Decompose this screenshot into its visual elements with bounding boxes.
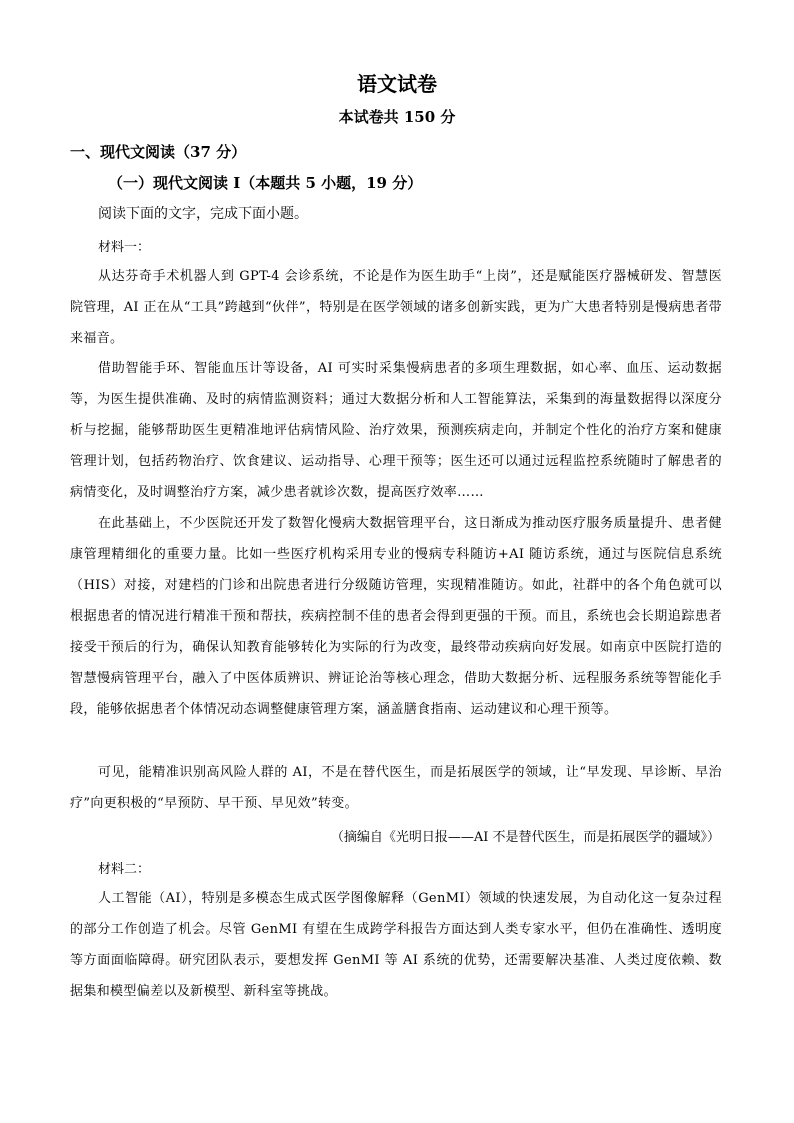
section-heading: 一、现代文阅读（37 分）: [70, 143, 247, 161]
material-one-paragraph: 借助智能手环、智能血压计等设备，AI 可实时采集慢病患者的多项生理数据，如心率、血压、运动数据等，为医生提供准确、及时的病情监测资料；通过大数据分析和人工智能算法，采集到的海量数据得以深度分析与挖掘，能够帮助医生更精准地评估病情风险、治疗效果，预测疾病走向，并制定个性化的治疗方案和健康管理计划，包括药物治疗、饮食建议、运动指导、心理干预等；医生还可以通过远程监控系统随时了解患者的病情变化，及时调整治疗方案，减少患者就诊次数，提高医疗效率……: [70, 361, 722, 500]
material-one-paragraph: 可见，能精准识别高风险人群的 AI，不是在替代医生，而是拓展医学的领域，让“早发现、早诊断、早治疗”向更积极的“早预防、早干预、早见效”转变。: [70, 765, 722, 811]
exam-score-note: 本试卷共 150 分: [338, 108, 456, 126]
material-one-citation: （摘编自《光明日报——AI 不是替代医生，而是拓展医学的疆域》）: [330, 830, 720, 845]
subsection-heading: （一）现代文阅读 I（本题共 5 小题，19 分）: [108, 174, 423, 192]
material-two-label: 材料二：: [98, 862, 151, 877]
material-one-paragraph: 从达芬奇手术机器人到 GPT-4 会诊系统，不论是作为医生助手“上岗”，还是赋能医疗器械研发、智慧医院管理，AI 正在从“工具”跨越到“伙伴”，特别是在医学领域的诸多创新实践，更为广大患者特别是慢病患者带来福音。: [70, 269, 722, 346]
material-two-paragraph: 人工智能（AI），特别是多模态生成式医学图像解释（GenMI）领域的快速发展，为自动化这一复杂过程的部分工作创造了机会。尽管 GenMI 有望在生成跨学科报告方面达到人类专家水平，但仍在准确性、透明度等方面面临障碍。研究团队表示，要想发挥 GenMI 等 AI 系统的优势，还需要解决基准、人类过度依赖、数据集和模型偏差以及新模型、新科室等挑战。: [70, 891, 722, 999]
exam-title: 语文试卷: [357, 72, 437, 96]
material-one-label: 材料一：: [98, 240, 151, 255]
material-one-paragraph: 在此基础上，不少医院还开发了数智化慢病大数据管理平台，这日渐成为推动医疗服务质量提升、患者健康管理精细化的重要力量。比如一些医疗机构采用专业的慢病专科随访+AI 随访系统，通过与医院信息系统（HIS）对接，对建档的门诊和出院患者进行分级随访管理，实现精准随访。如此，社群中的各个角色就可以根据患者的情况进行精准干预和帮扶，疾病控制不佳的患者会得到更强的干预。而且，系统也会长期追踪患者接受干预后的行为，确保认知教育能够转化为实际的行为改变，最终带动疾病向好发展。如南京中医院打造的智慧慢病管理平台，融入了中医体质辨识、辨证论治等核心理念，借助大数据分析、远程服务系统等智能化手段，能够依据患者个体情况动态调整健康管理方案，涵盖膳食指南、运动建议和心理干预等。: [70, 516, 722, 717]
reading-instruction: 阅读下面的文字，完成下面小题。: [98, 206, 308, 222]
